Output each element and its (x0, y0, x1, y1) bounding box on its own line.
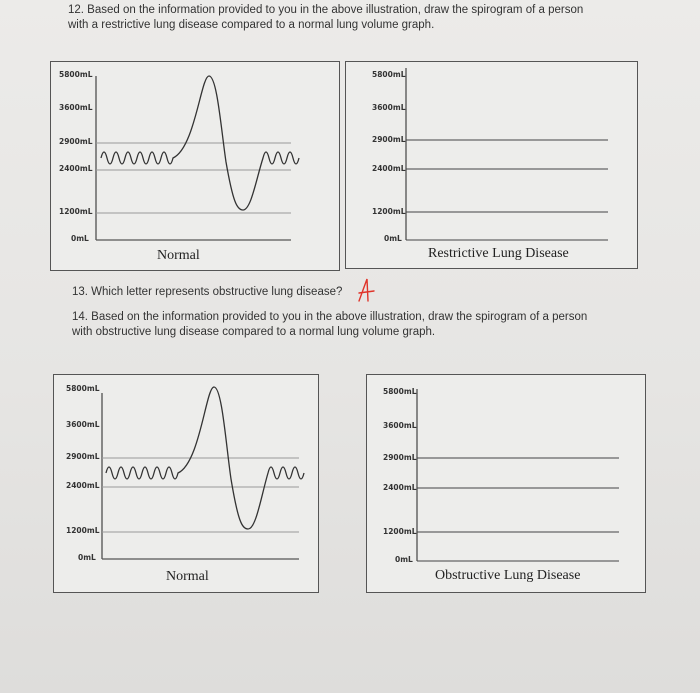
normal-spirogram-panel-1 (50, 61, 340, 271)
label-1200ml: 1200mL (66, 526, 100, 535)
label-2900ml: 2900mL (66, 452, 100, 461)
handwritten-answer-a (356, 276, 376, 304)
label-2400ml: 2400mL (383, 483, 417, 492)
obstructive-caption: Obstructive Lung Disease (435, 568, 581, 583)
label-3600ml: 3600mL (372, 103, 406, 112)
label-1200ml: 1200mL (59, 207, 93, 216)
label-2400ml: 2400mL (59, 164, 93, 173)
normal-caption-2: Normal (166, 569, 209, 584)
label-3600ml: 3600mL (59, 103, 93, 112)
label-1200ml: 1200mL (383, 527, 417, 536)
label-2900ml: 2900mL (59, 137, 93, 146)
question-12-line-1: 12. Based on the information provided to you in the above illustration, draw the spirogram of a person (68, 4, 584, 16)
question-12-line-2: with a restrictive lung disease compared to a normal lung volume graph. (68, 19, 435, 31)
normal-spirogram-1 (51, 62, 339, 270)
question-14 (72, 310, 632, 340)
label-0ml: 0mL (71, 234, 89, 243)
question-14-line-1: 14. Based on the information provided to you in the above illustration, draw the spirogram of a person (72, 311, 588, 323)
label-0ml: 0mL (384, 234, 402, 243)
label-0ml: 0mL (78, 553, 96, 562)
label-0ml: 0mL (395, 555, 413, 564)
label-5800ml: 5800mL (372, 70, 406, 79)
label-5800ml: 5800mL (383, 387, 417, 396)
label-3600ml: 3600mL (66, 420, 100, 429)
question-12 (68, 3, 628, 33)
label-3600ml: 3600mL (383, 421, 417, 430)
label-2400ml: 2400mL (66, 481, 100, 490)
label-2900ml: 2900mL (372, 135, 406, 144)
label-5800ml: 5800mL (59, 70, 93, 79)
restrictive-spirogram-panel (345, 61, 638, 269)
obstructive-spirogram-panel (366, 374, 646, 593)
label-2400ml: 2400mL (372, 164, 406, 173)
normal-caption: Normal (157, 248, 200, 263)
label-2900ml: 2900mL (383, 453, 417, 462)
question-14-line-2: with obstructive lung disease compared to a normal lung volume graph. (72, 326, 436, 338)
label-1200ml: 1200mL (372, 207, 406, 216)
restrictive-caption: Restrictive Lung Disease (428, 246, 569, 261)
label-5800ml: 5800mL (66, 384, 100, 393)
question-13: 13. Which letter represents obstructive lung disease? (72, 286, 343, 298)
normal-spirogram-panel-2 (53, 374, 319, 593)
